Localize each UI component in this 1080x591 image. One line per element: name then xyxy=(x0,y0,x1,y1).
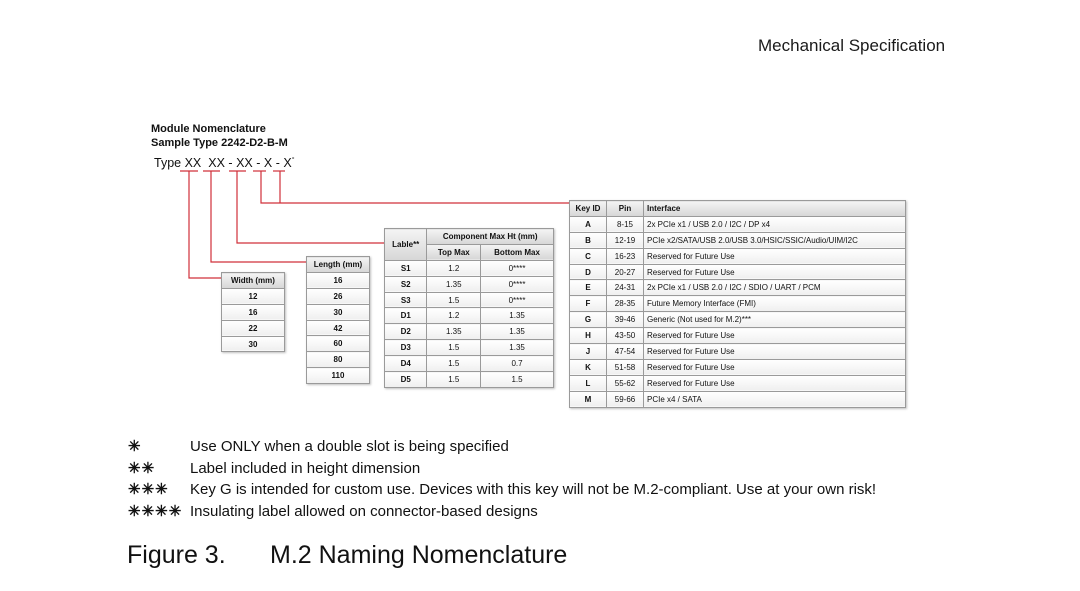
table-row xyxy=(385,276,554,292)
length-cell: 60 xyxy=(307,336,370,352)
height-label-cell: S3 xyxy=(385,292,427,308)
key-id-cell: G xyxy=(570,312,607,328)
height-label-cell: D4 xyxy=(385,356,427,372)
type-key1: X xyxy=(263,156,273,170)
table-row xyxy=(222,320,285,336)
type-length: XX xyxy=(208,156,225,170)
key-id-cell: H xyxy=(570,328,607,344)
top-max-cell: 1.5 xyxy=(427,372,481,388)
table-row xyxy=(570,375,906,391)
key-table xyxy=(569,200,906,408)
module-title: Module Nomenclature xyxy=(151,123,266,135)
component-max-ht-header: Component Max Ht (mm) xyxy=(427,229,554,245)
top-max-cell: 1.35 xyxy=(427,276,481,292)
footnote-text: Label included in height dimension xyxy=(190,459,421,477)
type-sep: - xyxy=(275,156,280,170)
width-header: Width (mm) xyxy=(222,273,285,289)
type-sep: - xyxy=(256,156,261,170)
length-table xyxy=(306,256,370,384)
asterisk-icon: ✳✳ xyxy=(128,459,156,477)
figure-number: Figure 3. xyxy=(127,541,226,569)
height-label-cell: D5 xyxy=(385,372,427,388)
table-row xyxy=(570,296,906,312)
table-row xyxy=(570,232,906,248)
table-row xyxy=(307,368,370,384)
top-max-cell: 1.2 xyxy=(427,260,481,276)
pin-cell: 16-23 xyxy=(607,248,644,264)
interface-cell: PCIe x2/SATA/USB 2.0/USB 3.0/HSIC/SSIC/Audio/UIM/I2C xyxy=(644,232,906,248)
key-id-cell: F xyxy=(570,296,607,312)
length-cell: 26 xyxy=(307,288,370,304)
pin-cell: 8-15 xyxy=(607,216,644,232)
key-id-cell: M xyxy=(570,391,607,407)
top-max-cell: 1.35 xyxy=(427,324,481,340)
interface-cell: Reserved for Future Use xyxy=(644,264,906,280)
height-label-cell: D1 xyxy=(385,308,427,324)
footnotes xyxy=(128,436,876,522)
table-row xyxy=(385,308,554,324)
bottom-max-cell: 1.35 xyxy=(481,340,554,356)
pin-cell: 55-62 xyxy=(607,375,644,391)
height-table xyxy=(384,228,554,388)
key-id-cell: L xyxy=(570,375,607,391)
pin-cell: 59-66 xyxy=(607,391,644,407)
width-cell: 30 xyxy=(222,336,285,352)
top-max-cell: 1.5 xyxy=(427,292,481,308)
interface-cell: Reserved for Future Use xyxy=(644,344,906,360)
interface-cell: Reserved for Future Use xyxy=(644,328,906,344)
table-row xyxy=(222,336,285,352)
type-sep: - xyxy=(228,156,233,170)
bottom-max-cell: 0**** xyxy=(481,260,554,276)
bottom-max-header: Bottom Max xyxy=(481,244,554,260)
table-row xyxy=(570,328,906,344)
width-cell: 12 xyxy=(222,288,285,304)
asterisk-icon: ✳✳✳ xyxy=(128,481,169,498)
pin-cell: 12-19 xyxy=(607,232,644,248)
interface-cell: Reserved for Future Use xyxy=(644,248,906,264)
pin-cell: 28-35 xyxy=(607,296,644,312)
table-row xyxy=(385,324,554,340)
length-cell: 30 xyxy=(307,304,370,320)
pin-cell: 24-31 xyxy=(607,280,644,296)
table-row xyxy=(307,272,370,288)
length-cell: 110 xyxy=(307,368,370,384)
key-id-cell: E xyxy=(570,280,607,296)
key-id-cell: K xyxy=(570,359,607,375)
bottom-max-cell: 1.35 xyxy=(481,324,554,340)
key-id-cell: J xyxy=(570,344,607,360)
table-row xyxy=(307,352,370,368)
width-cell: 16 xyxy=(222,304,285,320)
sample-type: Sample Type 2242-D2-B-M xyxy=(151,137,288,149)
figure-title: M.2 Naming Nomenclature xyxy=(270,541,568,569)
interface-cell: 2x PCIe x1 / USB 2.0 / I2C / DP x4 xyxy=(644,216,906,232)
pin-header: Pin xyxy=(607,201,644,217)
key-id-cell: D xyxy=(570,264,607,280)
key-id-cell: B xyxy=(570,232,607,248)
type-height: XX xyxy=(236,156,253,170)
table-row xyxy=(307,304,370,320)
line-to-length xyxy=(211,171,306,262)
table-row xyxy=(570,312,906,328)
table-row xyxy=(570,216,906,232)
length-cell: 42 xyxy=(307,320,370,336)
pin-cell: 39-46 xyxy=(607,312,644,328)
asterisk-icon: ✳✳✳✳ xyxy=(128,502,183,520)
table-row xyxy=(570,344,906,360)
pin-cell: 47-54 xyxy=(607,344,644,360)
top-max-cell: 1.2 xyxy=(427,308,481,324)
figure-caption xyxy=(127,541,567,570)
bottom-max-cell: 0**** xyxy=(481,292,554,308)
asterisk-icon: ✳ xyxy=(128,438,142,455)
footnote-text: Use ONLY when a double slot is being specified xyxy=(190,438,509,455)
table-row xyxy=(570,248,906,264)
line-to-height xyxy=(237,171,384,243)
interface-cell: PCIe x4 / SATA xyxy=(644,391,906,407)
width-cell: 22 xyxy=(222,320,285,336)
top-max-header: Top Max xyxy=(427,244,481,260)
footnote-text: Key G is intended for custom use. Devices with this key will not be M.2-compliant. Use at your own risk! xyxy=(190,481,877,498)
bottom-max-cell: 1.5 xyxy=(481,372,554,388)
height-label-cell: D2 xyxy=(385,324,427,340)
bottom-max-cell: 0**** xyxy=(481,276,554,292)
table-row xyxy=(385,260,554,276)
table-row xyxy=(307,336,370,352)
pin-cell: 43-50 xyxy=(607,328,644,344)
length-header: Length (mm) xyxy=(307,257,370,273)
footnote xyxy=(128,458,876,480)
key-id-cell: A xyxy=(570,216,607,232)
table-row xyxy=(222,304,285,320)
bottom-max-cell: 1.35 xyxy=(481,308,554,324)
length-cell: 80 xyxy=(307,352,370,368)
interface-cell: Generic (Not used for M.2)*** xyxy=(644,312,906,328)
width-table xyxy=(221,272,285,352)
table-row xyxy=(385,292,554,308)
interface-cell: 2x PCIe x1 / USB 2.0 / I2C / SDIO / UART / PCM xyxy=(644,280,906,296)
table-row xyxy=(385,356,554,372)
key-id-cell: C xyxy=(570,248,607,264)
table-row xyxy=(570,264,906,280)
pin-cell: 51-58 xyxy=(607,359,644,375)
table-row xyxy=(570,359,906,375)
table-row xyxy=(307,320,370,336)
pin-cell: 20-27 xyxy=(607,264,644,280)
interface-cell: Future Memory Interface (FMI) xyxy=(644,296,906,312)
type-prefix: Type xyxy=(154,156,182,170)
table-row xyxy=(222,288,285,304)
footnote-text: Insulating label allowed on connector-based designs xyxy=(190,502,538,520)
height-label-cell: S2 xyxy=(385,276,427,292)
height-label-cell: S1 xyxy=(385,260,427,276)
page-header-title: Mechanical Specification xyxy=(758,36,946,55)
length-cell: 16 xyxy=(307,272,370,288)
interface-header: Interface xyxy=(644,201,906,217)
type-superscript: ° xyxy=(291,157,295,164)
interface-cell: Reserved for Future Use xyxy=(644,375,906,391)
table-row xyxy=(385,372,554,388)
top-max-cell: 1.5 xyxy=(427,356,481,372)
footnote xyxy=(128,436,876,458)
label-header: Lable** xyxy=(385,229,427,261)
table-row xyxy=(570,391,906,407)
type-key2: X xyxy=(283,156,292,170)
top-max-cell: 1.5 xyxy=(427,340,481,356)
table-row xyxy=(570,280,906,296)
footnote xyxy=(128,501,876,523)
key-id-header: Key ID xyxy=(570,201,607,217)
type-width: XX xyxy=(184,156,202,170)
table-row xyxy=(307,288,370,304)
interface-cell: Reserved for Future Use xyxy=(644,359,906,375)
line-to-key xyxy=(261,171,569,203)
table-row xyxy=(385,340,554,356)
footnote xyxy=(128,479,876,501)
height-label-cell: D3 xyxy=(385,340,427,356)
bottom-max-cell: 0.7 xyxy=(481,356,554,372)
